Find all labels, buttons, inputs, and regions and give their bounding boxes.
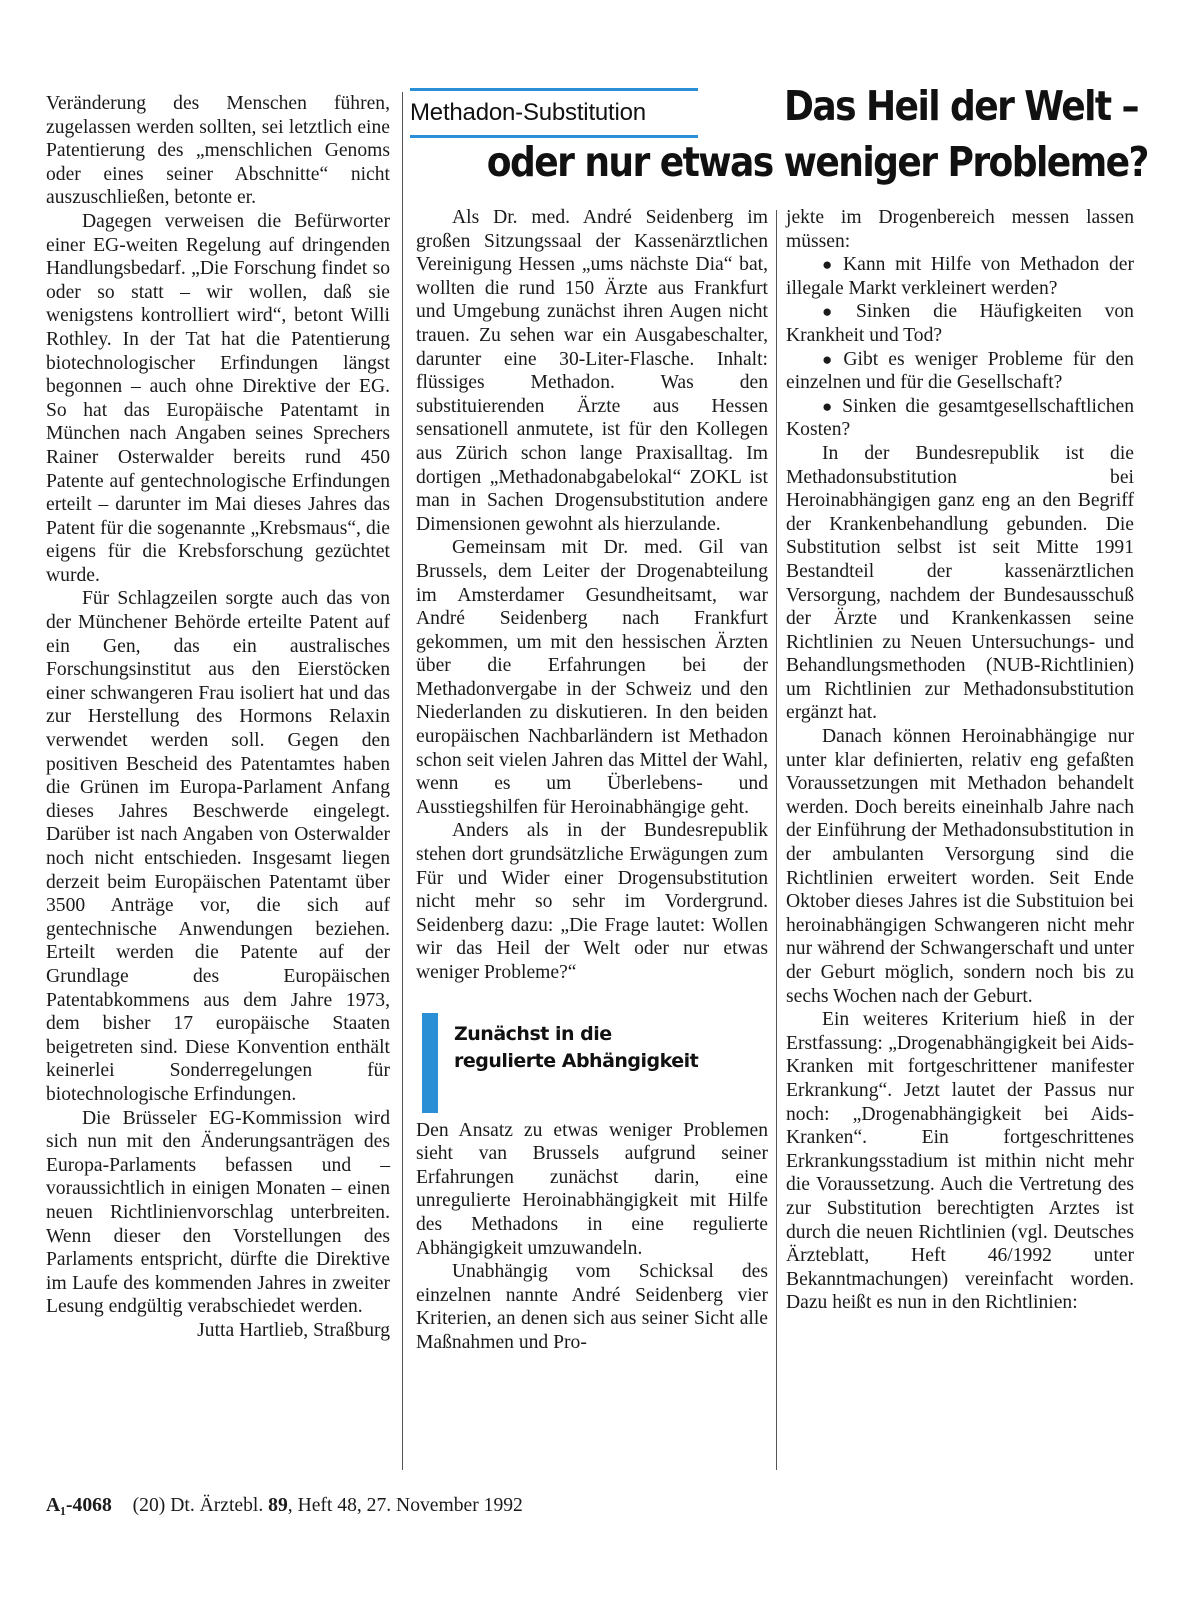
headline xyxy=(486,78,1148,190)
headline-line-2: oder nur etwas weniger Probleme? xyxy=(486,138,1148,186)
paragraph: In der Bundesrepublik ist die Methadonsubstitution bei Heroinabhängigen ganz eng an den Begriff der Krankenbehandlung gebunden. Die Substitution selbst ist seit Mitte 1991 Bestandteil der kassenärztlichen Versorgung, nachdem der Bundesausschuß der Ärzte und Krankenkassen seine Richtlinien zu Neuen Untersuchungs- und Behandlungsmethoden (NUB-Richtlinien) um Richtlinien zur Methadonsubstitution ergänzt hat. xyxy=(786,442,1134,724)
column-divider xyxy=(776,210,777,1470)
column-divider xyxy=(402,92,403,1470)
bullet-item xyxy=(786,348,1134,395)
bullet-dot-icon: ● xyxy=(822,396,837,416)
headline-line-1: Das Heil der Welt – xyxy=(783,82,1138,130)
page-number: (20) xyxy=(132,1495,166,1516)
paragraph: Den Ansatz zu etwas weniger Problemen sieht van Brussels aufgrund seiner Erfahrungen zunächst darin, eine unregulierte Heroinabhängigkeit mit Hilfe des Methadons in eine regulierte Abhängigkeit umzuwandeln. xyxy=(416,1119,768,1259)
paragraph: jekte im Drogenbereich messen lassen müssen: xyxy=(786,207,1134,252)
subheading-line-2: regulierte Abhängigkeit xyxy=(454,1049,699,1072)
subheading-text xyxy=(454,1021,754,1075)
bullet-text: Sinken die Häufigkeiten von Krankheit und Tod? xyxy=(786,301,1134,346)
page-id: A₁-4068 xyxy=(46,1495,112,1516)
author-byline: Jutta Hartlieb, Straßburg xyxy=(197,1319,390,1341)
paragraph: Anders als in der Bundesrepublik stehen dort grundsätzliche Erwägungen zum Für und Wider einer Drogensubstitution nicht mehr so sehr im Vordergrund. Seidenberg dazu: „Die Frage lautet: Wollen wir das Heil der Welt oder nur etwas weniger Probleme?“ xyxy=(416,820,768,983)
bullet-dot-icon: ● xyxy=(822,302,851,322)
bullet-dot-icon: ● xyxy=(822,255,838,275)
paragraph: Die Brüsseler EG-Kommission wird sich nun mit den Änderungsanträgen des Europa-Parlaments befassen und – voraussichtlich in einigen Monaten – einen neuen Richtlinienvorschlag unterbreiten. Wenn dieser den Vorstellungen des Parlaments entspricht, dürfte die Direktive im Laufe des kommenden Jahres in zweiter Lesung endgültig verabschiedet werden. xyxy=(46,1107,390,1318)
paragraph: Für Schlagzeilen sorgte auch das von der Münchener Behörde erteilte Patent auf ein Gen, das ein australisches Forschungsinstitut aus den Eierstöcken einer schwangeren Frau isoliert hat und das zur Herstellung des Hormons Relaxin verwendet werden soll. Gegen den positiven Bescheid des Patentamtes haben die Grünen im Europa-Parlament Anfang dieses Jahres Beschwerde eingelegt. Darüber ist nach Angaben von Osterwalder noch nicht entschieden. Insgesamt liegen derzeit beim Europäischen Patentamt über 3500 Anträge vor, die sich auf gentechnische Anwendungen beziehen. Erteilt werden die Patente auf der Grundlage des Europäischen Patentabkommens aus dem Jahre 1973, dem bisher 17 europäische Staaten beigetreten sind. Diese Konvention enthält keinerlei Sonderregelungen für biotechnologische Erfindungen. xyxy=(46,588,390,1105)
journal-name: Dt. Ärztebl. xyxy=(170,1495,264,1516)
subheading-line-1: Zunächst in die xyxy=(454,1022,612,1045)
section-subheading xyxy=(416,1005,768,1113)
column-1 xyxy=(46,92,390,1342)
bullet-item xyxy=(786,253,1134,300)
paragraph: Danach können Heroinabhängige nur unter klar definierten, relativ eng gefaßten Voraussetzungen mit Methadon behandelt werden. Doch bereits eineinhalb Jahre nach der Einführung der Methadonsubstitution in der ambulanten Versorgung sind die Richtlinien erweitert worden. Seit Ende Oktober dieses Jahres ist die Substituion bei heroinabhängigen Schwangeren nicht mehr nur während der Schwangerschaft und unter der Geburt möglich, sondern noch bis zu sechs Wochen nach der Geburt. xyxy=(786,726,1134,1007)
bullet-text: Sinken die gesamtgesellschaftlichen Kosten? xyxy=(786,395,1134,441)
paragraph: Unabhängig vom Schicksal des einzelnen nannte André Seidenberg vier Kriterien, an denen sich aus seiner Sicht alle Maßnahmen und Pro- xyxy=(416,1261,768,1353)
issue-date: , Heft 48, 27. November 1992 xyxy=(287,1495,523,1516)
paragraph: Ein weiteres Kriterium hieß in der Erstfassung: „Drogenabhängigkeit bei Aids-Kranken mit fortgeschrittener manifester Erkrankung“. Jetzt lautet der Passus nur noch: „Drogenabhängigkeit bei Aids-Kranken“. Ein fortgeschrittenes Erkrankungsstadium ist mithin nicht mehr die Voraussetzung. Auch die Vertretung des zur Substitution berechtigten Arztes ist durch die neuen Richtlinien (vgl. Deutsches Ärzteblatt, Heft 46/1992 unter Bekanntmachungen) vereinfacht worden. Dazu heißt es nun in den Richtlinien: xyxy=(786,1009,1134,1314)
bullet-text: Gibt es weniger Probleme für den einzelnen und für die Gesellschaft? xyxy=(786,348,1134,394)
page-footer xyxy=(46,1494,523,1518)
volume-number: 89 xyxy=(268,1495,288,1516)
paragraph: Dagegen verweisen die Befürworter einer EG-weiten Regelung auf dringenden Handlungsbedarf. „Die Forschung findet so oder so statt – wir wollen, daß sie wenigstens kontrolliert wird“, betont Willi Rothley. In der Tat hat die Patentierung biotechnologischer Erfindungen längst begonnen – auch ohne Direktive der EG. So hat das Europäische Patentamt in München nach Angaben seines Sprechers Rainer Osterwalder bereits rund 450 Patente auf gentechnologische Erfindungen erteilt – darunter im Mai dieses Jahres das Patent für die sogenannte „Krebsmaus“, die eigens für die Krebsforschung gezüchtet wurde. xyxy=(46,210,390,586)
subheading-accent-bar xyxy=(422,1013,438,1113)
bullet-dot-icon: ● xyxy=(822,349,838,369)
column-2 xyxy=(416,206,768,1355)
bullet-text: Kann mit Hilfe von Methadon der illegale Markt verkleinert werden? xyxy=(786,254,1134,299)
paragraph: Veränderung des Menschen führen, zugelassen werden sollten, sei letztlich eine Patentierung des „menschlichen Genoms oder eines seiner Abschnitte“ nicht auszuschließen, betonte er. xyxy=(46,93,390,209)
bullet-item xyxy=(786,300,1134,347)
bullet-item xyxy=(786,395,1134,442)
kicker-label: Methadon-Substitution xyxy=(410,88,698,138)
paragraph: Gemeinsam mit Dr. med. Gil van Brussels, dem Leiter der Drogenabteilung im Amsterdamer Gesundheitsamt, war André Seidenberg nach Frankfurt gekommen, um mit den hessischen Ärzten über die Erfahrungen bei der Methadonvergabe in der Schweiz und den Niederlanden zu diskutieren. In den beiden europäischen Nachbarländern ist Methadon schon seit vielen Jahren das Mittel der Wahl, wenn es um Überlebens- und Ausstiegshilfen für Heroinabhängige geht. xyxy=(416,537,768,818)
paragraph: Als Dr. med. André Seidenberg im großen Sitzungssaal der Kassenärztlichen Vereinigung Hessen „ums nächste Dia“ bat, wollten die rund 150 Ärzte aus Frankfurt und Umgebung zunächst ihren Augen nicht trauen. Zu sehen war ein Ausgabeschalter, darunter eine 30-Liter-Flasche. Inhalt: flüssiges Methadon. Was den substituierenden Ärzte aus Hessen sensationell anmutete, ist für den Kollegen aus Zürich schon lange Praxisalltag. Im dortigen „Methadonabgabelokal“ ZOKL ist man in Sachen Drogensubstitution andere Dimensionen gewohnt als hierzulande. xyxy=(416,207,768,535)
column-3 xyxy=(786,206,1134,1315)
